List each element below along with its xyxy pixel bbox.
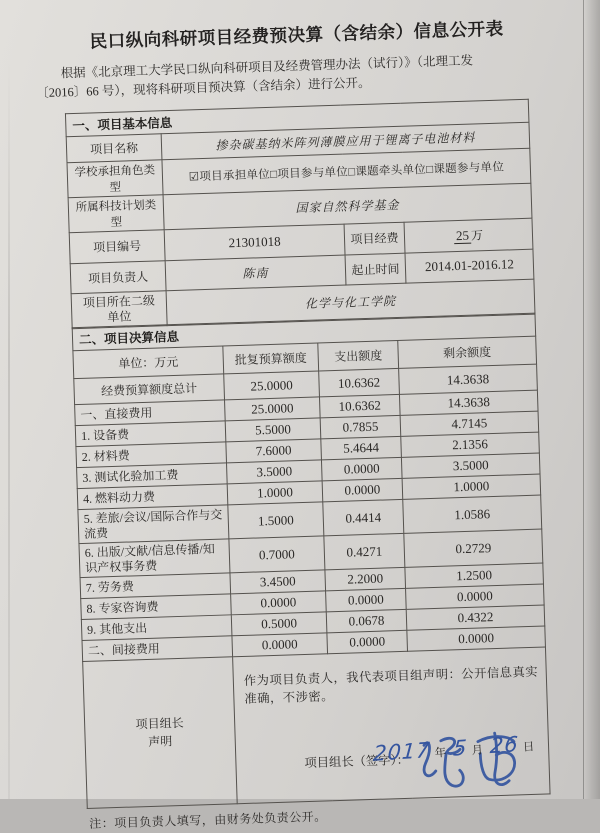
row-other-budget: 0.5000 bbox=[231, 612, 327, 636]
day-suffix: 日 bbox=[522, 741, 535, 755]
date-year: 2017 bbox=[372, 738, 432, 767]
row-material-remain: 2.1356 bbox=[401, 432, 540, 457]
col-header-budget: 批复预算额度 bbox=[223, 343, 319, 374]
row-fuel-spent: 0.0000 bbox=[322, 479, 403, 503]
row-labor-spent: 2.2000 bbox=[325, 568, 406, 592]
row-consult-label: 8. 专家咨询费 bbox=[81, 594, 232, 620]
paper-left-edge bbox=[8, 60, 10, 799]
row-publication-label: 6. 出版/文献/信息传播/知识产权事务费 bbox=[79, 539, 230, 578]
row-travel-remain: 1.0586 bbox=[403, 495, 542, 533]
leader-label: 项目负责人 bbox=[70, 260, 166, 293]
project-name-label: 项目名称 bbox=[66, 134, 162, 163]
final-accounts-table bbox=[72, 313, 551, 809]
plan-type-label: 所属科技计划类型 bbox=[68, 195, 164, 233]
footnote: 注：项目负责人填写，由财务处负责公开。 bbox=[89, 809, 327, 832]
secondary-unit-label-line1: 项目所在二级 bbox=[82, 293, 156, 310]
project-name-value: 掺杂碳基纳米阵列薄膜应用于锂离子电池材料 bbox=[161, 122, 530, 160]
period-label: 起止时间 bbox=[345, 253, 406, 285]
declaration-label bbox=[83, 657, 238, 809]
row-labor-budget: 3.4500 bbox=[230, 570, 326, 594]
declaration-label-line2: 声明 bbox=[148, 734, 173, 750]
role-type-label: 学校承担角色类型 bbox=[67, 160, 163, 198]
row-fuel-budget: 1.0000 bbox=[227, 481, 323, 505]
row-other-spent: 0.0678 bbox=[326, 610, 407, 634]
row-fuel-label: 4. 燃料动力费 bbox=[77, 484, 228, 510]
paper-right-edge bbox=[583, 0, 600, 799]
intro-paragraph bbox=[35, 49, 560, 104]
date-month: 5 bbox=[452, 735, 469, 761]
funds-value bbox=[404, 218, 533, 253]
leader-value: 陈南 bbox=[165, 255, 346, 291]
row-publication-spent: 0.4271 bbox=[324, 534, 405, 570]
secondary-unit-label bbox=[71, 290, 167, 328]
row-other-remain: 0.4322 bbox=[406, 605, 545, 630]
row-equipment-budget: 5.5000 bbox=[225, 418, 321, 442]
plan-type-value: 国家自然科学基金 bbox=[163, 183, 532, 230]
row-testing-budget: 3.5000 bbox=[227, 460, 323, 484]
signature-label: 项目组长（签字）： bbox=[304, 753, 410, 771]
date-day: 26 bbox=[488, 732, 520, 759]
declaration-row bbox=[83, 647, 550, 808]
form-content bbox=[32, 8, 585, 833]
row-indirect-remain: 0.0000 bbox=[407, 626, 546, 651]
row-equipment-remain: 4.7145 bbox=[400, 411, 539, 436]
role-type-checkboxes: ☑项目承担单位□项目参与单位□课题牵头单位□课题参与单位 bbox=[162, 148, 531, 195]
row-publication-remain: 0.2729 bbox=[404, 529, 543, 567]
row-direct-remain: 14.3638 bbox=[399, 390, 538, 415]
row-testing-spent: 0.0000 bbox=[321, 458, 402, 482]
project-number-label: 项目编号 bbox=[69, 229, 165, 263]
period-value: 2014.01-2016.12 bbox=[405, 249, 534, 283]
row-travel-label: 5. 差旅/会议/国际合作与交流费 bbox=[78, 505, 229, 544]
row-indirect-budget: 0.0000 bbox=[232, 633, 328, 657]
row-travel-budget: 1.5000 bbox=[228, 502, 324, 539]
section2-header: 二、项目决算信息 bbox=[72, 313, 536, 351]
row-indirect-spent: 0.0000 bbox=[327, 631, 408, 655]
row-material-label: 2. 材料费 bbox=[76, 442, 227, 468]
row-labor-label: 7. 劳务费 bbox=[80, 573, 231, 599]
row-direct-spent: 10.6362 bbox=[319, 395, 400, 419]
row-fuel-remain: 1.0000 bbox=[402, 474, 541, 499]
row-indirect-label: 二、间接费用 bbox=[82, 636, 233, 662]
col-header-spent: 支出额度 bbox=[318, 341, 399, 371]
row-total-label: 经费预算额度总计 bbox=[74, 374, 225, 405]
row-consult-remain: 0.0000 bbox=[406, 584, 545, 609]
row-other-label: 9. 其他支出 bbox=[81, 615, 232, 641]
secondary-unit-label-line2: 单位 bbox=[107, 309, 132, 324]
row-direct-label: 一、直接费用 bbox=[75, 400, 226, 426]
funds-label: 项目经费 bbox=[344, 222, 405, 255]
row-testing-remain: 3.5000 bbox=[401, 453, 540, 478]
row-total-spent: 10.6362 bbox=[319, 369, 400, 398]
row-testing-label: 3. 测试化验加工费 bbox=[77, 463, 228, 489]
row-direct-budget: 25.0000 bbox=[225, 397, 321, 421]
signature-line bbox=[246, 732, 544, 797]
row-consult-spent: 0.0000 bbox=[326, 589, 407, 613]
month-suffix: 月 bbox=[471, 744, 484, 758]
declaration-label-line1: 项目组长 bbox=[135, 716, 184, 732]
row-material-budget: 7.6000 bbox=[226, 439, 322, 463]
row-total-budget: 25.0000 bbox=[224, 371, 320, 400]
intro-line-2: 〔2016〕66 号），现将科研项目预决算（含结余）进行公开。 bbox=[36, 76, 371, 101]
row-publication-budget: 0.7000 bbox=[229, 536, 325, 573]
declaration-body bbox=[233, 647, 550, 804]
secondary-unit-value: 化学与化工学院 bbox=[166, 279, 535, 326]
row-equipment-spent: 0.7855 bbox=[320, 416, 401, 440]
project-number-value: 21301018 bbox=[164, 224, 345, 261]
row-total-remain: 14.3638 bbox=[399, 364, 538, 394]
basic-info-table bbox=[65, 98, 536, 328]
funds-unit: 万 bbox=[470, 228, 484, 243]
funds-amount: 25 bbox=[454, 228, 471, 245]
section1-header: 一、项目基本信息 bbox=[65, 99, 529, 137]
row-equipment-label: 1. 设备费 bbox=[75, 421, 226, 447]
col-header-unit: 单位：万元 bbox=[73, 346, 224, 379]
intro-line-1: 根据《北京理工大学民口纵向科研项目及经费管理办法（试行）》（北理工发 bbox=[60, 53, 474, 81]
row-labor-remain: 1.2500 bbox=[405, 563, 544, 588]
row-consult-budget: 0.0000 bbox=[231, 591, 327, 615]
year-suffix: 年 bbox=[434, 747, 447, 760]
declaration-statement: 作为项目负责人，我代表项目组声明：公开信息真实准确，不涉密。 bbox=[243, 664, 539, 707]
row-material-spent: 5.4644 bbox=[321, 437, 402, 461]
row-travel-spent: 0.4414 bbox=[323, 500, 404, 536]
col-header-remain: 剩余额度 bbox=[398, 336, 537, 368]
page-title: 民口纵向科研项目经费预决算（含结余）信息公开表 bbox=[89, 18, 504, 52]
